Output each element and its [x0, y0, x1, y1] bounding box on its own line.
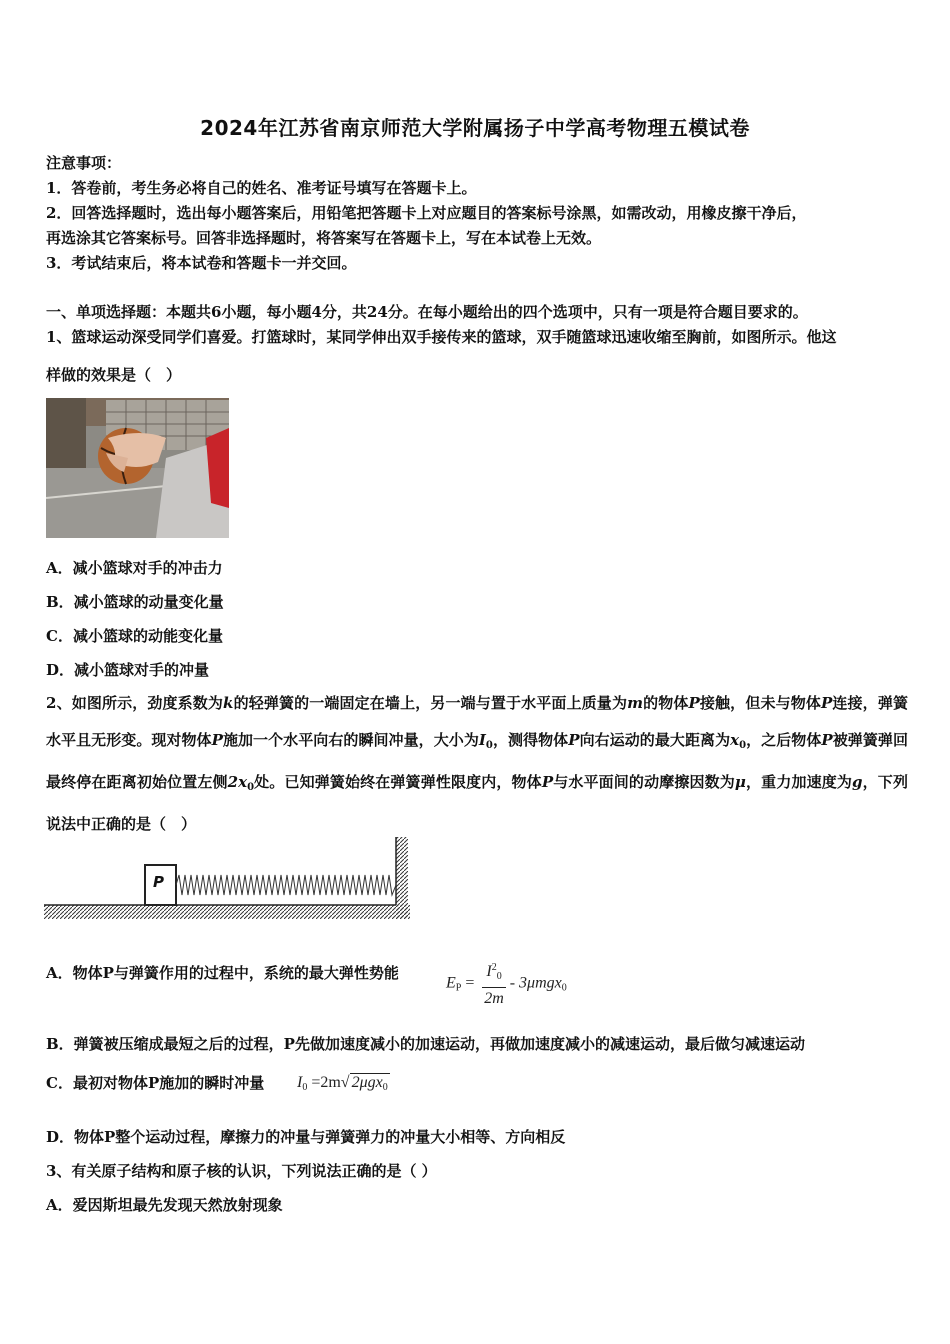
q2-option-a: A．物体P与弹簧作用的过程中，系统的最大弹性势能 [46, 964, 399, 982]
q1-option-c: C．减小篮球的动能变化量 [46, 627, 223, 645]
block-label: P [153, 873, 164, 891]
q1-stem: 1、篮球运动深受同学们喜爱。打篮球时，某同学伸出双手接传来的篮球，双手随篮球迅速收缩至胸前，如图所示。他这 [46, 328, 837, 346]
q3-option-a: A．爱因斯坦最先发现天然放射现象 [46, 1196, 283, 1214]
notice-item: 3．考试结束后，将本试卷和答题卡一并交回。 [46, 254, 357, 272]
q2-option-c-formula: $I_0 =2m√$ 2μgx$_0$ [297, 1074, 388, 1093]
notice-item: 2．回答选择题时，选出每小题答案后，用铅笔把答题卡上对应题目的答案标号涂黑，如需改动，用橡皮擦干净后， [46, 204, 807, 222]
q1-option-b: B．减小篮球的动量变化量 [46, 593, 224, 611]
q1-option-a: A．减小篮球对手的冲击力 [46, 559, 223, 577]
q2-option-a-formula: $E_P$ = $\frac{I^2_0}{2m}$ - 3μmgx$_0$ [446, 958, 567, 1010]
notice-heading: 注意事项： [46, 154, 122, 172]
page-title: 2024年江苏省南京师范大学附属扬子中学高考物理五模试卷 [200, 116, 750, 140]
basketball-photo [46, 398, 229, 538]
q3-stem: 3、有关原子结构和原子核的认识，下列说法正确的是（ ） [46, 1162, 437, 1180]
q2-option-b: B．弹簧被压缩成最短之后的过程，P先做加速度减小的加速运动，再做加速度减小的减速运动，最后做匀减速运动 [46, 1035, 805, 1053]
notice-item: 再选涂其它答案标号。回答非选择题时，将答案写在答题卡上，写在本试卷上无效。 [46, 229, 602, 247]
section-heading: 一、单项选择题：本题共6小题，每小题4分，共24分。在每小题给出的四个选项中，只有一项是符合题目要求的。 [46, 303, 808, 321]
spring-diagram [44, 835, 410, 923]
q2-option-d: D．物体P整个运动过程，摩擦力的冲量与弹簧弹力的冲量大小相等、方向相反 [46, 1128, 566, 1146]
q2-stem: 2、如图所示，劲度系数为k的轻弹簧的一端固定在墙上，另一端与置于水平面上质量为m的物体P接触，但未与物体P连接，弹簧水平且无形变。现对物体P施加一个水平向右的瞬间冲量，大小为$I_0$，测得物体P向右运动的最大距离为$x_0$，之后物体P被弹簧弹回最终停在距离初始位置左侧$2x_0$处。已知弹簧始终在弹簧弹性限度内，物体P与水平面间的动摩擦因数为μ，重力加速度为g，下列说法中正确的是（ ） [46, 694, 908, 833]
q2-option-c: C．最初对物体P施加的瞬时冲量 [46, 1074, 265, 1092]
q1-stem-cont: 样做的效果是（ ） [46, 366, 182, 384]
q1-option-d: D．减小篮球对手的冲量 [46, 661, 210, 679]
notice-item: 1．答卷前，考生务必将自己的姓名、准考证号填写在答题卡上。 [46, 179, 477, 197]
